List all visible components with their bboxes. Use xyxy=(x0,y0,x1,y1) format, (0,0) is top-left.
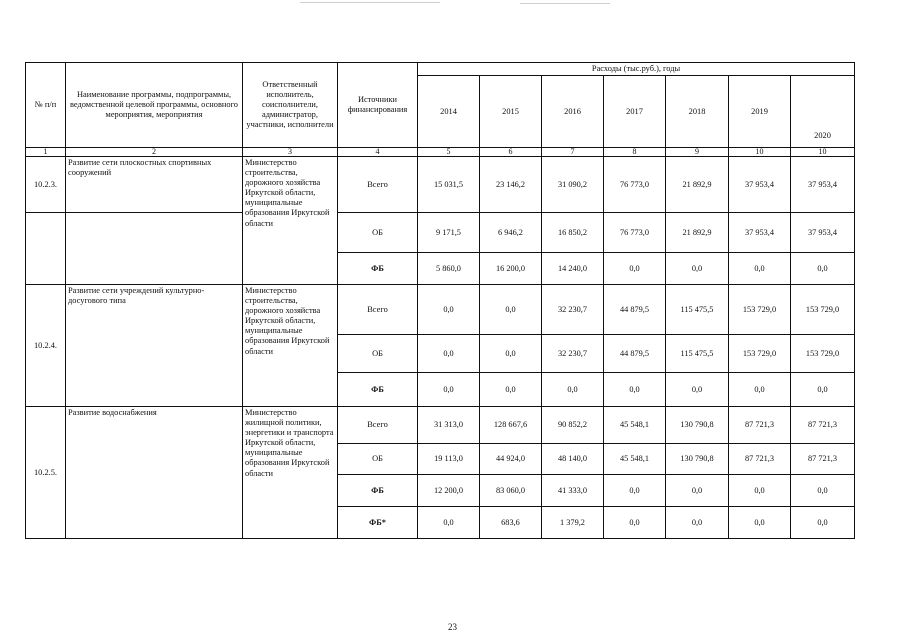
value-cell: 0,0 xyxy=(480,373,542,407)
header-number: № п/п xyxy=(26,63,66,148)
value-cell: 37 953,4 xyxy=(791,213,855,253)
value-cell: 90 852,2 xyxy=(542,407,604,444)
value-cell: 31 090,2 xyxy=(542,157,604,213)
value-cell: 0,0 xyxy=(480,285,542,335)
row-number: 10.2.3. xyxy=(26,157,66,213)
funding-source: ФБ* xyxy=(338,507,418,539)
value-cell: 0,0 xyxy=(418,507,480,539)
scan-artifact-line xyxy=(520,3,610,4)
row-number: 10.2.4. xyxy=(26,285,66,407)
value-cell: 0,0 xyxy=(604,507,666,539)
value-cell: 0,0 xyxy=(604,253,666,285)
scan-artifact-line xyxy=(300,2,440,3)
funding-source: ОБ xyxy=(338,213,418,253)
value-cell: 9 171,5 xyxy=(418,213,480,253)
value-cell: 0,0 xyxy=(729,507,791,539)
funding-source: Всего xyxy=(338,157,418,213)
value-cell: 87 721,3 xyxy=(791,407,855,444)
value-cell: 0,0 xyxy=(791,475,855,507)
budget-table xyxy=(25,62,855,539)
value-cell: 0,0 xyxy=(666,253,729,285)
value-cell: 0,0 xyxy=(666,507,729,539)
value-cell: 44 879,5 xyxy=(604,285,666,335)
funding-source: ФБ xyxy=(338,253,418,285)
funding-source: ОБ xyxy=(338,444,418,475)
value-cell: 32 230,7 xyxy=(542,285,604,335)
value-cell: 16 200,0 xyxy=(480,253,542,285)
value-cell: 0,0 xyxy=(791,507,855,539)
value-cell: 37 953,4 xyxy=(791,157,855,213)
value-cell: 5 860,0 xyxy=(418,253,480,285)
value-cell: 87 721,3 xyxy=(791,444,855,475)
value-cell: 0,0 xyxy=(480,335,542,373)
value-cell: 0,0 xyxy=(418,373,480,407)
value-cell: 21 892,9 xyxy=(666,213,729,253)
value-cell: 0,0 xyxy=(666,475,729,507)
program-name: Развитие сети плоскостных спортивных сооружений xyxy=(66,157,243,213)
value-cell: 45 548,1 xyxy=(604,407,666,444)
header-year: 2019 xyxy=(729,76,791,148)
header-funding-source: Источники финансирования xyxy=(338,63,418,148)
value-cell: 44 879,5 xyxy=(604,335,666,373)
value-cell: 0,0 xyxy=(729,475,791,507)
column-index: 10 xyxy=(729,148,791,157)
header-year: 2018 xyxy=(666,76,729,148)
table-row xyxy=(26,407,855,444)
value-cell: 0,0 xyxy=(791,253,855,285)
header-year: 2014 xyxy=(418,76,480,148)
program-name-blank xyxy=(66,213,243,285)
value-cell: 0,0 xyxy=(791,373,855,407)
funding-source: ФБ xyxy=(338,475,418,507)
header-year: 2017 xyxy=(604,76,666,148)
value-cell: 15 031,5 xyxy=(418,157,480,213)
column-index: 3 xyxy=(243,148,338,157)
value-cell: 0,0 xyxy=(729,253,791,285)
header-expenses: Расходы (тыс.руб.), годы xyxy=(418,63,855,76)
value-cell: 6 946,2 xyxy=(480,213,542,253)
value-cell: 87 721,3 xyxy=(729,407,791,444)
value-cell: 130 790,8 xyxy=(666,444,729,475)
funding-source: Всего xyxy=(338,407,418,444)
value-cell: 153 729,0 xyxy=(791,285,855,335)
value-cell: 0,0 xyxy=(604,373,666,407)
value-cell: 14 240,0 xyxy=(542,253,604,285)
value-cell: 45 548,1 xyxy=(604,444,666,475)
responsible-executor: Министерство жилищной политики, энергетики и транспорта Иркутской области, муниципальные образования Иркутской области xyxy=(243,407,338,539)
value-cell: 12 200,0 xyxy=(418,475,480,507)
column-index: 1 xyxy=(26,148,66,157)
value-cell: 23 146,2 xyxy=(480,157,542,213)
column-index: 8 xyxy=(604,148,666,157)
program-name: Развитие водоснабжения xyxy=(66,407,243,539)
value-cell: 0,0 xyxy=(666,373,729,407)
funding-source: ФБ xyxy=(338,373,418,407)
value-cell: 44 924,0 xyxy=(480,444,542,475)
row-number: 10.2.5. xyxy=(26,407,66,539)
value-cell: 32 230,7 xyxy=(542,335,604,373)
value-cell: 41 333,0 xyxy=(542,475,604,507)
column-index: 7 xyxy=(542,148,604,157)
value-cell: 0,0 xyxy=(729,373,791,407)
value-cell: 115 475,5 xyxy=(666,285,729,335)
column-index: 5 xyxy=(418,148,480,157)
value-cell: 115 475,5 xyxy=(666,335,729,373)
value-cell: 37 953,4 xyxy=(729,157,791,213)
value-cell: 153 729,0 xyxy=(791,335,855,373)
value-cell: 19 113,0 xyxy=(418,444,480,475)
header-year: 2020 xyxy=(791,76,855,148)
value-cell: 21 892,9 xyxy=(666,157,729,213)
funding-source: Всего xyxy=(338,285,418,335)
table-row xyxy=(26,157,855,213)
column-index-row xyxy=(26,148,855,157)
header-program-name: Наименование программы, подпрограммы, ведомственной целевой программы, основного мероприятия, мероприятия xyxy=(66,63,243,148)
value-cell: 87 721,3 xyxy=(729,444,791,475)
value-cell: 0,0 xyxy=(604,475,666,507)
value-cell: 683,6 xyxy=(480,507,542,539)
value-cell: 1 379,2 xyxy=(542,507,604,539)
header-responsible: Ответственный исполнитель, соисполнители, администратор, участники, исполнители xyxy=(243,63,338,148)
header-year: 2015 xyxy=(480,76,542,148)
value-cell: 153 729,0 xyxy=(729,335,791,373)
column-index: 2 xyxy=(66,148,243,157)
value-cell: 16 850,2 xyxy=(542,213,604,253)
value-cell: 128 667,6 xyxy=(480,407,542,444)
column-index: 9 xyxy=(666,148,729,157)
value-cell: 0,0 xyxy=(418,335,480,373)
responsible-executor: Министерство строительства, дорожного хозяйства Иркутской области, муниципальные образования Иркутской области xyxy=(243,157,338,285)
value-cell: 37 953,4 xyxy=(729,213,791,253)
table-row xyxy=(26,285,855,335)
column-index: 6 xyxy=(480,148,542,157)
value-cell: 31 313,0 xyxy=(418,407,480,444)
value-cell: 76 773,0 xyxy=(604,157,666,213)
program-name: Развитие сети учреждений культурно-досугового типа xyxy=(66,285,243,407)
value-cell: 0,0 xyxy=(542,373,604,407)
value-cell: 48 140,0 xyxy=(542,444,604,475)
column-index: 4 xyxy=(338,148,418,157)
value-cell: 83 060,0 xyxy=(480,475,542,507)
value-cell: 153 729,0 xyxy=(729,285,791,335)
row-number-blank xyxy=(26,213,66,285)
column-index: 10 xyxy=(791,148,855,157)
header-year: 2016 xyxy=(542,76,604,148)
value-cell: 130 790,8 xyxy=(666,407,729,444)
page-number: 23 xyxy=(448,622,457,632)
value-cell: 0,0 xyxy=(418,285,480,335)
value-cell: 76 773,0 xyxy=(604,213,666,253)
responsible-executor: Министерство строительства, дорожного хозяйства Иркутской области, муниципальные образования Иркутской области xyxy=(243,285,338,407)
table-row xyxy=(26,213,855,253)
funding-source: ОБ xyxy=(338,335,418,373)
